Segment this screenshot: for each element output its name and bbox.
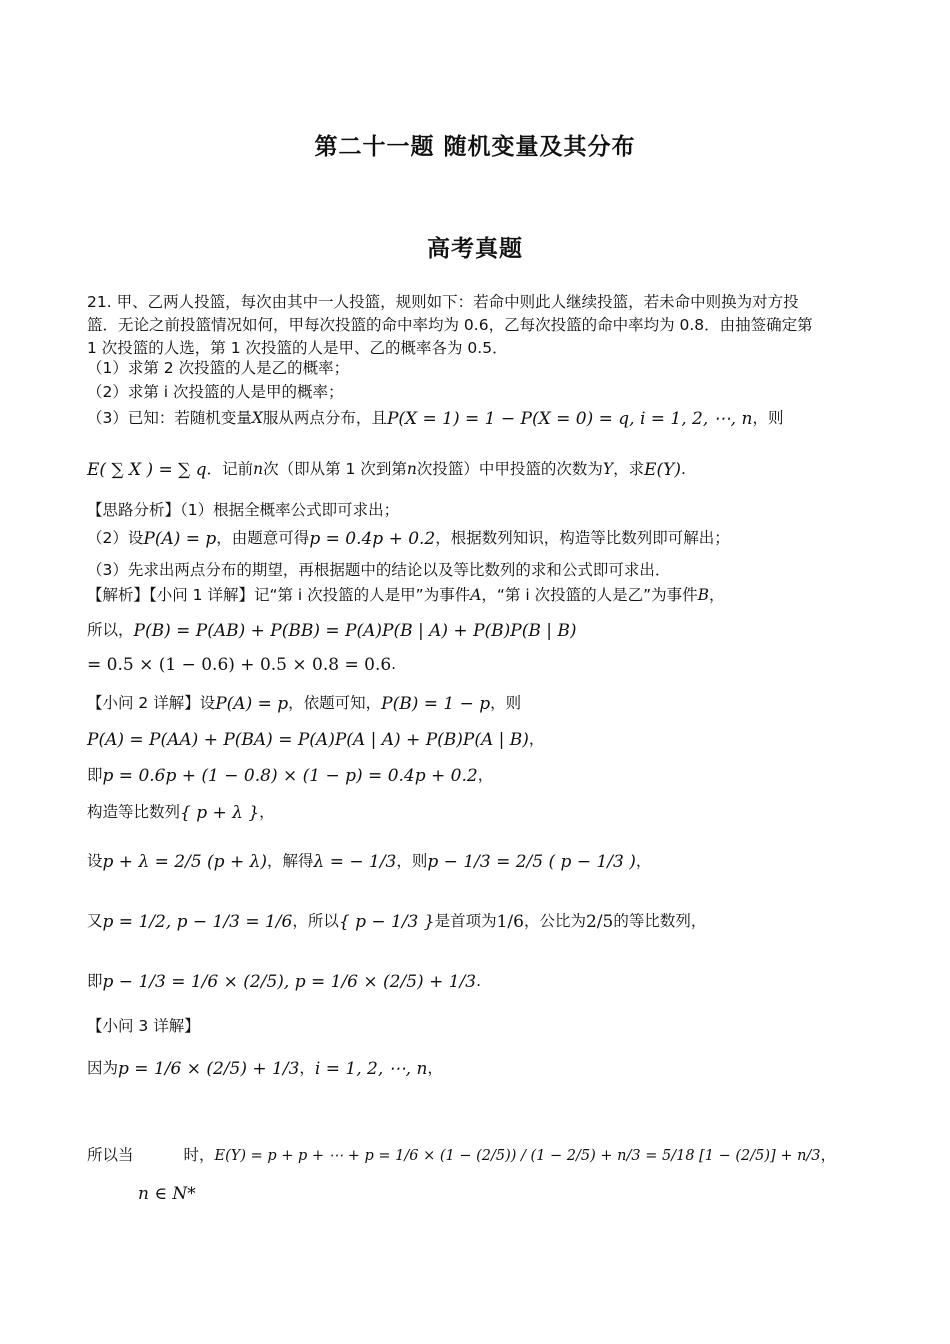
solution-line-4 (87, 692, 521, 715)
q3-text: ，求 (613, 460, 645, 478)
formula-first-term: 1/6 (496, 911, 524, 932)
solution-line-5 (87, 728, 544, 751)
q3-text: ．记前 (206, 460, 254, 478)
solution-text: 即 (87, 766, 103, 784)
solution-line-7 (87, 801, 275, 824)
solution-line-6 (87, 764, 493, 787)
formula-result-q1: = 0.5 × (1 − 0.6) + 0.5 × 0.8 = 0.6 (87, 654, 392, 675)
solution-line-8 (87, 850, 651, 873)
solution-line-12 (87, 1057, 443, 1080)
solution-line-2 (87, 619, 577, 642)
question-3-line-1 (87, 407, 783, 430)
solution-text: 的等比数列， (613, 912, 707, 930)
variable-y: Y (602, 460, 614, 478)
section-heading: 高考真题 (427, 236, 523, 262)
analysis-line-2 (87, 527, 730, 550)
question-3-line-2 (87, 458, 686, 481)
q3-text: 次（即从第 1 次到第 (263, 460, 407, 478)
solution-text: ，则 (396, 852, 428, 870)
formula-n-natural: n ∈ N* (138, 1183, 196, 1204)
solution-text: 【解析】【小问 1 详解】记“第 i 次投篮的人是甲”为事件 (87, 586, 471, 604)
solution-text: ， (528, 730, 545, 748)
formula-transition: P(A) = P(AA) + P(BA) = P(A)P(A | A) + P(B)P(A | B) (87, 729, 529, 750)
event-a: A (470, 586, 482, 604)
formula-p-a: P(A) = p (143, 528, 217, 549)
q3-text: ，则 (752, 409, 784, 427)
problem-line-2: 篮．无论之前投篮情况如何，甲每次投篮的命中率均为 0.6，乙每次投篮的命中率均为 0.8．由抽签确定第 (87, 316, 813, 334)
formula-initial-values: p = 1/2, p − 1/3 = 1/6 (102, 911, 293, 932)
solution-text: ，所以 (292, 912, 339, 930)
formula-expectation-sum: E(Y) = p + p + ⋯ + p = 1/6 × (1 − (2/5)) / (1 − 2/5) + n/3 = 5/18 [1 − (2/5)] + n/3 (214, 1147, 821, 1164)
analysis-heading: 【思路分析】（1）根据全概率公式即可求出； (87, 501, 400, 519)
page-title: 第二十一题 随机变量及其分布 (314, 134, 636, 160)
problem-line-3: 1 次投篮的人选，第 1 次投篮的人是甲、乙的概率各为 0.5． (87, 339, 508, 357)
formula-p-a: P(A) = p (215, 693, 289, 714)
question-1: （1）求第 2 次投篮的人是乙的概率； (87, 359, 350, 377)
solution-text: ， (820, 1146, 837, 1164)
solution-line-9 (87, 910, 706, 933)
solution-subheading-3: 【小问 3 详解】 (87, 1017, 200, 1035)
solution-text: 设 (87, 852, 103, 870)
formula-total-probability: P(B) = P(AB) + P(BB) = P(A)P(B | A) + P(B)P(B | B) (133, 620, 577, 641)
solution-text: ，公比为 (523, 912, 586, 930)
q3-text: （3）已知：若随机变量 (87, 409, 252, 427)
formula-general-term: p − 1/3 = 1/6 × (2/5), p = 1/6 × (2/5) + 1/3 (102, 971, 477, 992)
solution-text: . (476, 972, 482, 990)
solution-text: ， (477, 766, 494, 784)
solution-text: 所以当 (87, 1146, 134, 1164)
question-2: （2）求第 i 次投篮的人是甲的概率； (87, 383, 344, 401)
variable-n: n (253, 460, 264, 478)
solution-text: ，“第 i 次投篮的人是乙”为事件 (481, 586, 698, 604)
formula-sequence: { p − 1/3 } (338, 911, 435, 932)
solution-text: . (391, 655, 397, 673)
q3-two-point-formula: P(X = 1) = 1 − P(X = 0) = q, i = 1, 2, ⋯, n (386, 408, 753, 429)
solution-text: 所以， (87, 621, 134, 639)
solution-text: 即 (87, 972, 103, 990)
solution-text: ，依题可知， (288, 694, 382, 712)
formula-sequence: { p + λ } (180, 802, 260, 823)
formula-p-b: P(B) = 1 − p (381, 693, 491, 714)
analysis-text: ，根据数列知识，构造等比数列即可解出； (435, 529, 730, 547)
expectation-sum-formula: E( ∑ X ) = ∑ q (87, 459, 207, 480)
formula-recurrence: p = 0.4p + 0.2 (309, 528, 436, 549)
solution-text: ，解得 (267, 852, 314, 870)
solution-text: ， (299, 1059, 315, 1077)
solution-line-10 (87, 970, 481, 993)
solution-text: ， (709, 586, 725, 604)
problem-line-1: 21. 甲、乙两人投篮，每次由其中一人投篮，规则如下：若命中则此人继续投篮，若未命中则换为对方投 (87, 293, 799, 311)
formula-lambda-setup: p + λ = 2/5 (p + λ) (102, 851, 268, 872)
solution-text: 【小问 2 详解】设 (87, 694, 216, 712)
q3-text: 次投篮）中甲投篮的次数为 (416, 460, 603, 478)
analysis-text: （2）设 (87, 529, 144, 547)
expectation-ey: E(Y) (644, 459, 681, 480)
solution-text: ，则 (490, 694, 522, 712)
solution-line-1 (87, 584, 725, 606)
formula-geometric-relation: p − 1/3 = 2/5 ( p − 1/3 ) (427, 851, 636, 872)
analysis-text: ，由题意可得 (216, 529, 310, 547)
analysis-line-3: （3）先求出两点分布的期望，再根据题中的结论以及等比数列的求和公式即可求出． (87, 561, 671, 579)
formula-lambda-value: λ = − 1/3 (313, 851, 397, 872)
solution-text: 又 (87, 912, 103, 930)
solution-text: ， (259, 803, 275, 821)
solution-text: ， (427, 1059, 443, 1077)
q3-text: . (680, 460, 686, 478)
formula-ratio: 2/5 (585, 911, 614, 932)
q3-text: 服从两点分布，且 (262, 409, 387, 427)
formula-general-term: p = 1/6 × (2/5) + 1/3 (118, 1058, 300, 1079)
solution-text: 因为 (87, 1059, 119, 1077)
q3-variable-x: X (251, 409, 263, 427)
variable-n: n (406, 460, 417, 478)
solution-line-14 (138, 1182, 196, 1205)
formula-index-range: i = 1, 2, ⋯, n (314, 1058, 428, 1079)
solution-text: 构造等比数列 (87, 803, 181, 821)
solution-text: 是首项为 (434, 912, 497, 930)
formula-recurrence: p = 0.6p + (1 − 0.8) × (1 − p) = 0.4p + 0.2 (102, 765, 478, 786)
event-b: B (697, 586, 710, 604)
solution-line-13 (87, 1144, 836, 1167)
solution-text: ， (635, 852, 652, 870)
solution-text: 时， (183, 1146, 215, 1164)
solution-line-3 (87, 653, 396, 676)
